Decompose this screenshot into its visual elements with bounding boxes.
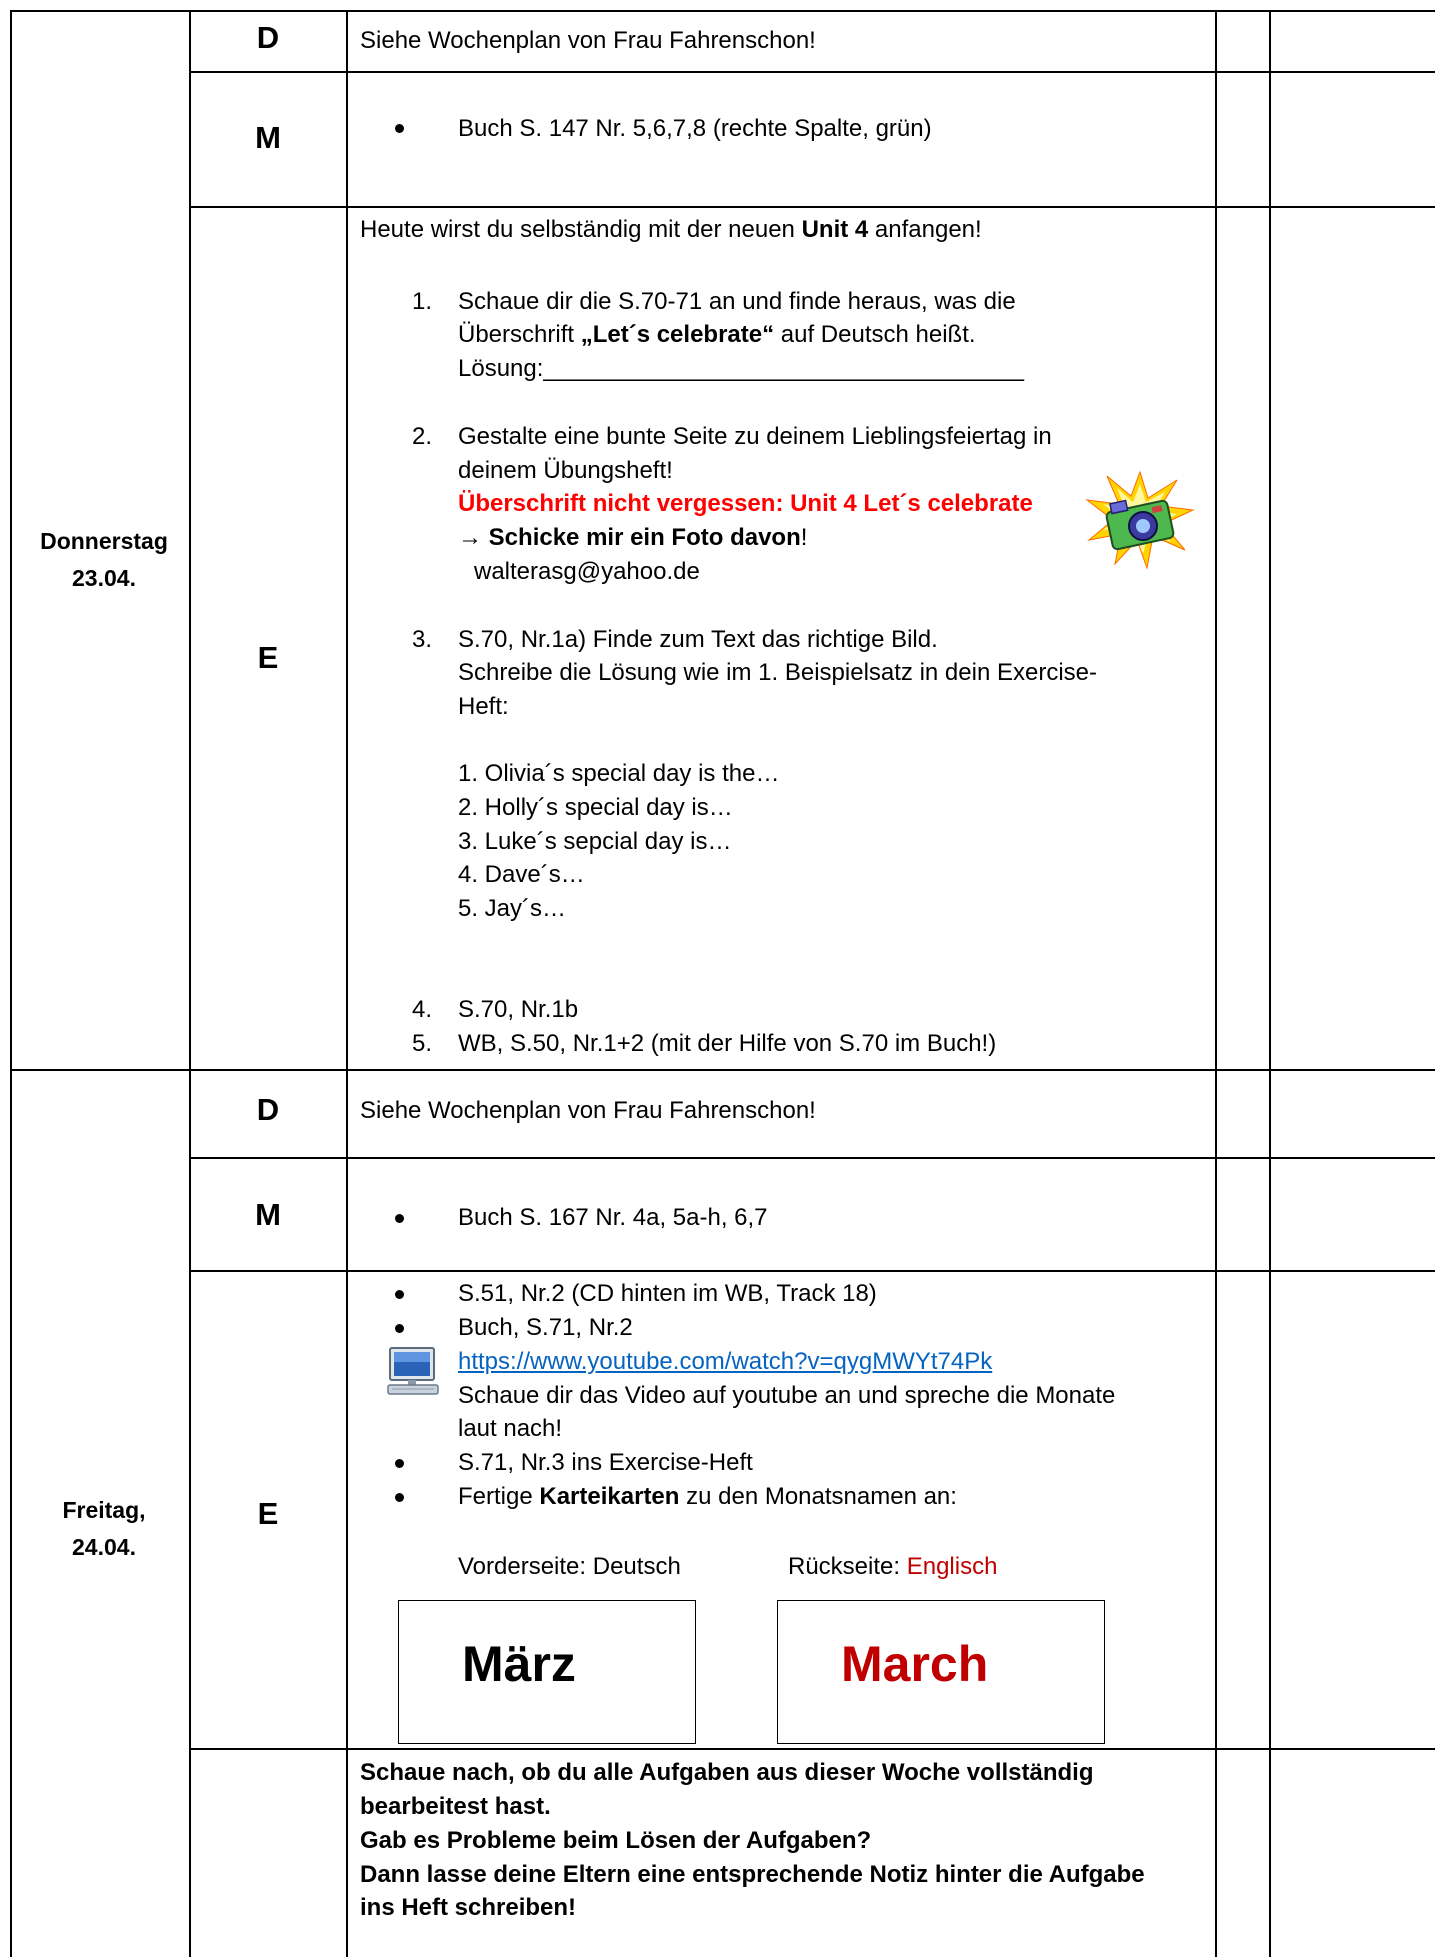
computer-icon xyxy=(386,1346,446,1396)
m-task-text: Buch S. 167 Nr. 4a, 5a-h, 6,7 xyxy=(458,1204,768,1231)
flashcard-front-word: März xyxy=(462,1636,576,1692)
e-intro: Heute wirst du selbständig mit der neuen Unit 4 anfangen! xyxy=(360,216,982,243)
e-bullet-4: Fertige Karteikarten zu den Monatsnamen an: xyxy=(458,1483,957,1510)
subject-d: D xyxy=(256,1092,280,1127)
bullet-icon xyxy=(395,1324,404,1333)
bullet-icon xyxy=(395,1493,404,1502)
d-task-text: Siehe Wochenplan von Frau Fahrenschon! xyxy=(360,27,816,54)
sentence-item: 3. Luke´s sepcial day is… xyxy=(458,828,732,855)
back-side-label: Rückseite: Englisch xyxy=(788,1553,998,1580)
subject-m: M xyxy=(255,1197,281,1232)
bullet-icon xyxy=(395,1290,404,1299)
e-bullet-3: S.71, Nr.3 ins Exercise-Heft xyxy=(458,1449,753,1476)
subject-e: E xyxy=(257,1496,279,1531)
task-2-red-note: Überschrift nicht vergessen: Unit 4 Let´s celebrate xyxy=(458,490,1033,517)
bullet-icon xyxy=(395,1459,404,1468)
bullet-icon xyxy=(395,124,404,133)
video-instruction-cont: laut nach! xyxy=(458,1415,563,1442)
day-label: Freitag, xyxy=(62,1497,146,1523)
video-instruction: Schaue dir das Video auf youtube an und spreche die Monate xyxy=(458,1382,1116,1409)
sentence-item: 2. Holly´s special day is… xyxy=(458,794,733,821)
arrow-icon: → xyxy=(458,524,482,551)
subject-d: D xyxy=(256,20,280,55)
sentence-item: 5. Jay´s… xyxy=(458,895,567,922)
e-bullet-2: Buch, S.71, Nr.2 xyxy=(458,1314,633,1341)
e-bullet-1: S.51, Nr.2 (CD hinten im WB, Track 18) xyxy=(458,1280,877,1307)
email-address: walterasg@yahoo.de xyxy=(474,558,700,585)
d-task-text: Siehe Wochenplan von Frau Fahrenschon! xyxy=(360,1097,816,1124)
youtube-link[interactable]: https://www.youtube.com/watch?v=qygMWYt74Pk xyxy=(458,1348,993,1375)
sentence-item: 1. Olivia´s special day is the… xyxy=(458,760,780,787)
day-date: 23.04. xyxy=(72,565,136,591)
subject-e: E xyxy=(257,640,279,675)
sentence-item: 4. Dave´s… xyxy=(458,861,585,888)
day-date: 24.04. xyxy=(72,1534,136,1560)
m-task-text: Buch S. 147 Nr. 5,6,7,8 (rechte Spalte, grün) xyxy=(458,115,932,142)
camera-icon xyxy=(1085,470,1195,570)
subject-m: M xyxy=(255,120,281,155)
day-label: Donnerstag xyxy=(40,528,168,554)
flashcard-back-word: March xyxy=(841,1636,989,1692)
bullet-icon xyxy=(395,1214,404,1223)
front-side-label: Vorderseite: Deutsch xyxy=(458,1553,681,1580)
